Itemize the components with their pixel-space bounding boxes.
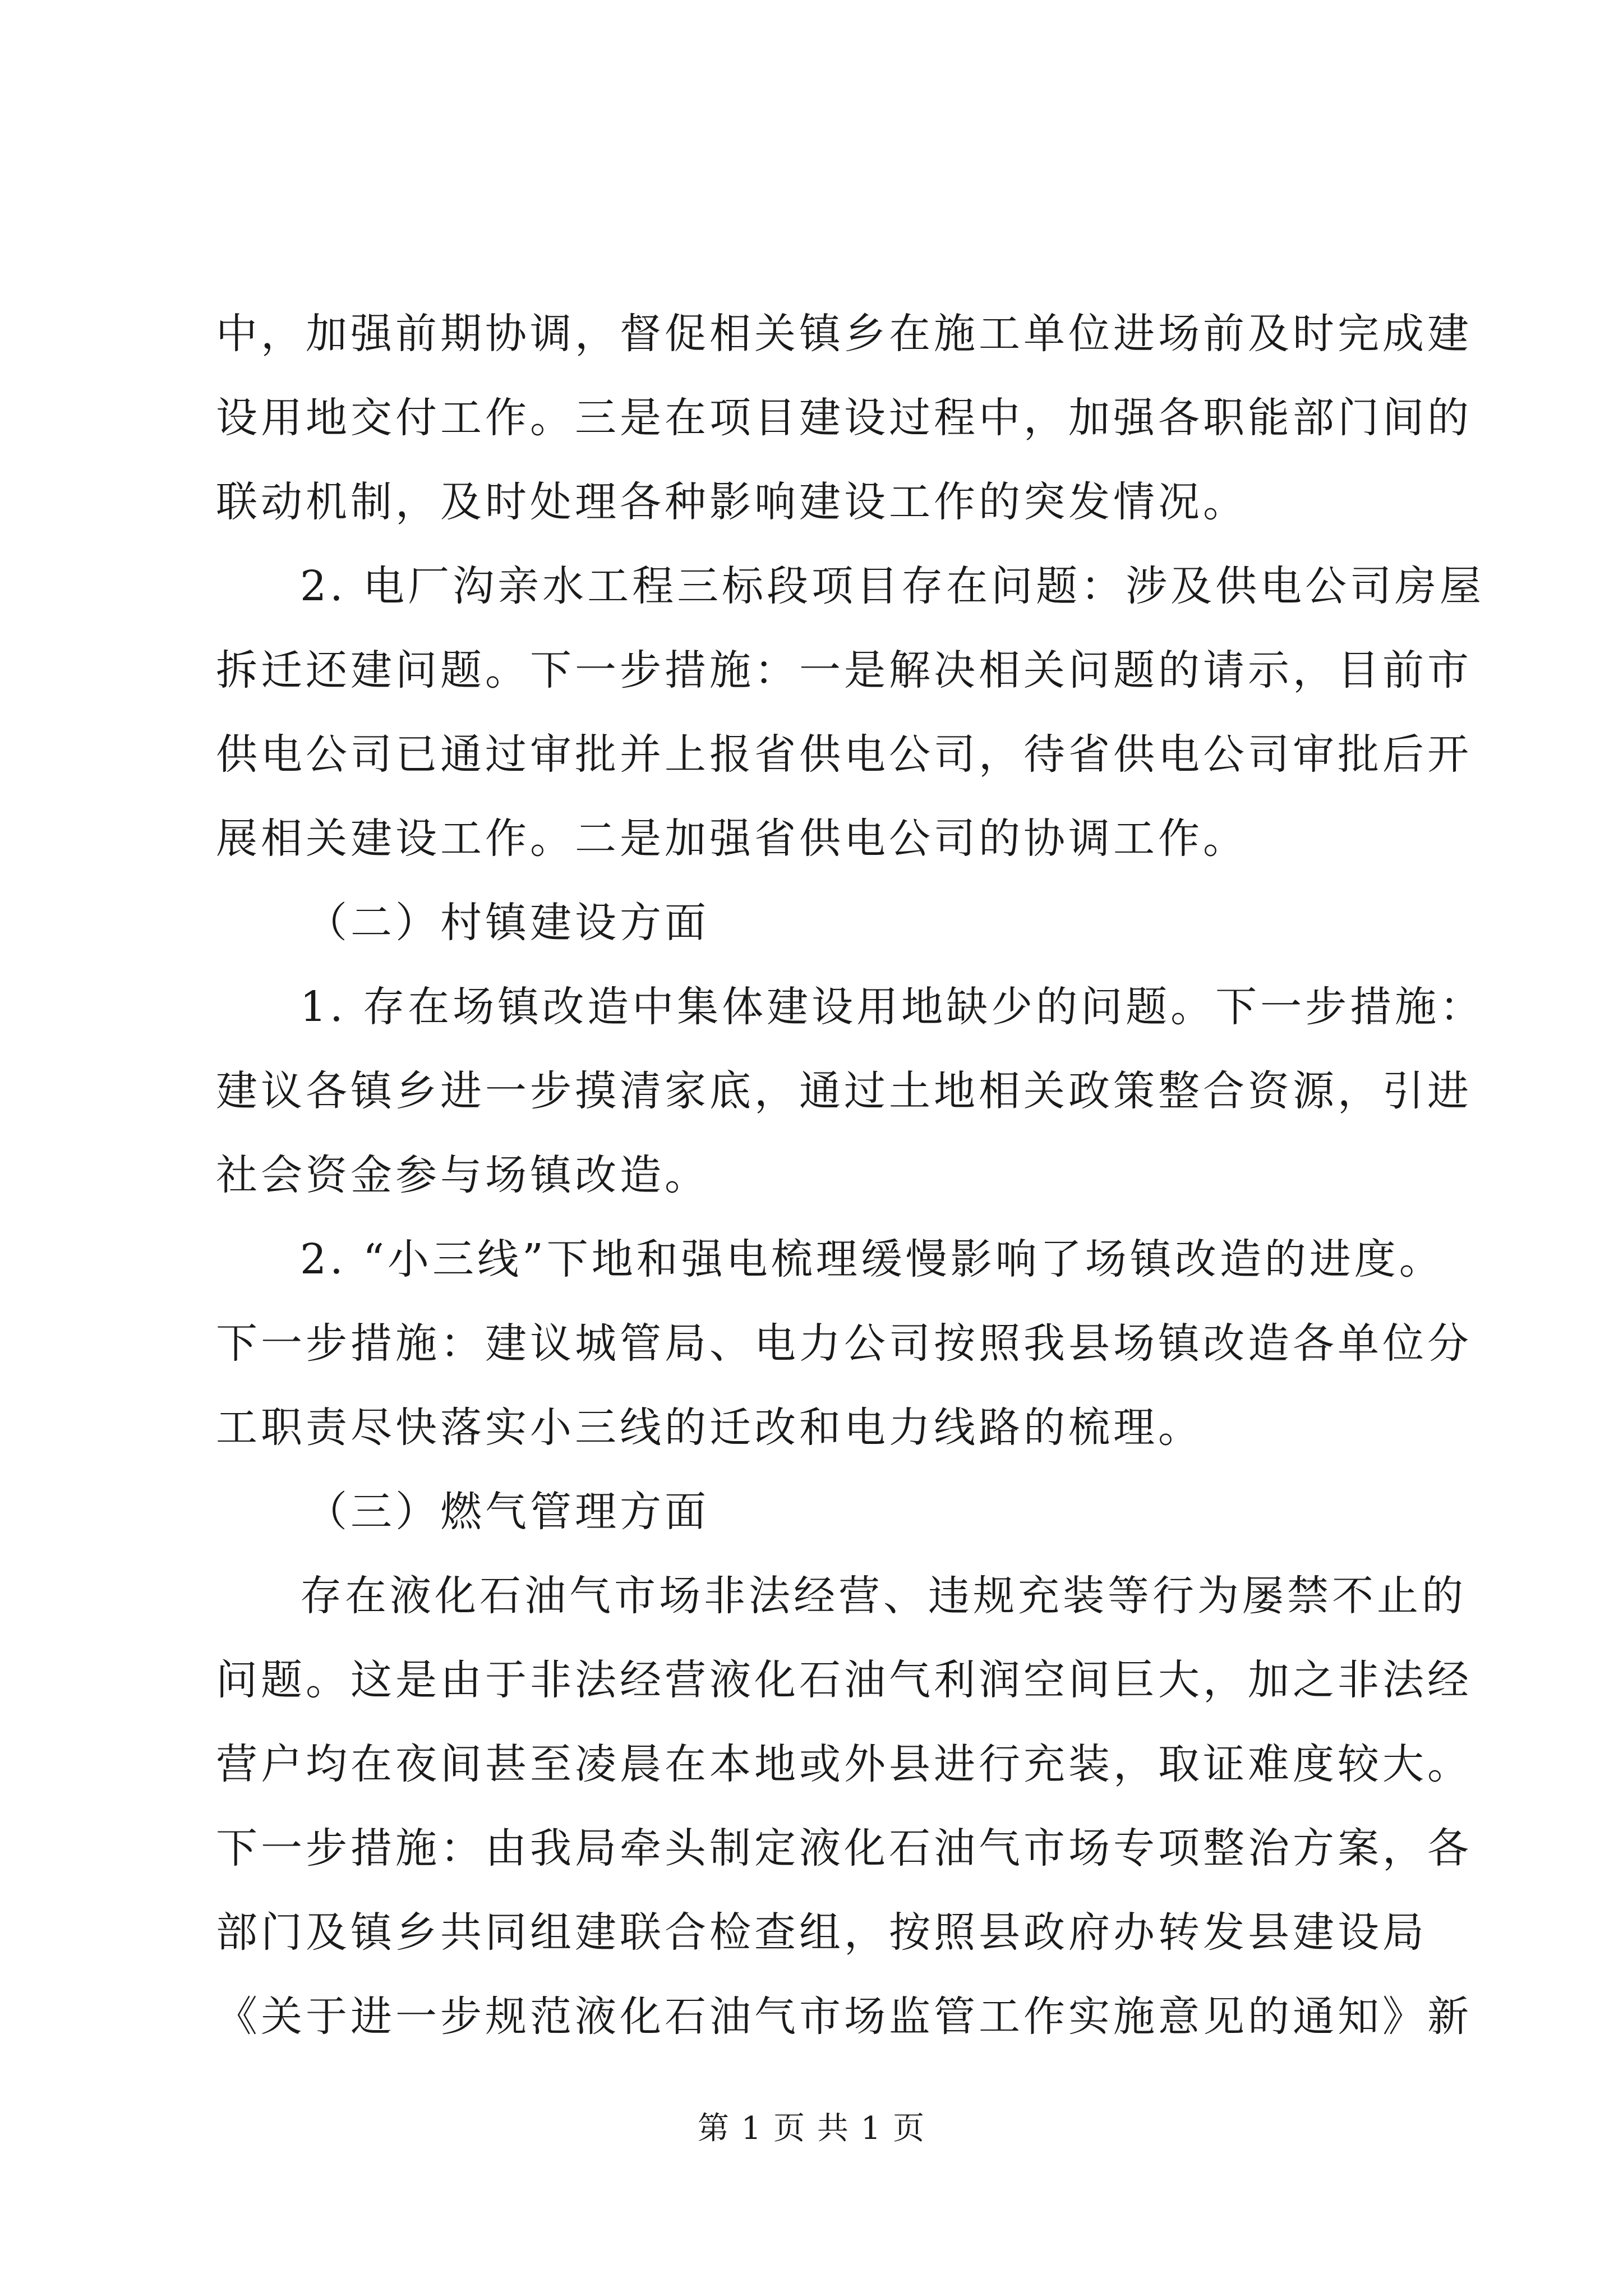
text-line: 问题。这是由于非法经营液化石油气利润空间巨大，加之非法经	[216, 1656, 1472, 1704]
text-line: 工职责尽快落实小三线的迁改和电力线路的梳理。	[216, 1404, 1203, 1452]
document-body	[216, 292, 1485, 2059]
section-heading: （三）燃气管理方面	[306, 1488, 709, 1536]
page-number-footer: 第 1 页 共 1 页	[697, 2110, 926, 2147]
paragraph-start-line: 1. 存在场镇改造中集体建设用地缺少的问题。下一步措施：	[300, 983, 1485, 1031]
text-line: 设用地交付工作。三是在项目建设过程中，加强各职能部门间的	[216, 394, 1472, 442]
paragraph-start-line: 2. “小三线”下地和强电梳理缓慢影响了场镇改造的进度。	[300, 1235, 1444, 1283]
text-line: 营户均在夜间甚至凌晨在本地或外县进行充装，取证难度较大。	[216, 1740, 1472, 1788]
text-line: 部门及镇乡共同组建联合检查组，按照县政府办转发县建设局	[216, 1908, 1427, 1957]
text-line: 联动机制，及时处理各种影响建设工作的突发情况。	[216, 478, 1248, 526]
text-line: 《关于进一步规范液化石油气市场监管工作实施意见的通知》新	[216, 1993, 1472, 2041]
text-line: 下一步措施：由我局牵头制定液化石油气市场专项整治方案，各	[216, 1824, 1472, 1872]
section-heading: （二）村镇建设方面	[306, 899, 709, 947]
text-line: 建议各镇乡进一步摸清家底，通过土地相关政策整合资源，引进	[216, 1067, 1472, 1115]
text-line: 下一步措施：建议城管局、电力公司按照我县场镇改造各单位分	[216, 1319, 1472, 1368]
paragraph-start-line: 2. 电厂沟亲水工程三标段项目存在问题：涉及供电公司房屋	[300, 562, 1485, 610]
text-line: 拆迁还建问题。下一步措施：一是解决相关问题的请示，目前市	[216, 646, 1472, 694]
text-line: 中，加强前期协调，督促相关镇乡在施工单位进场前及时完成建	[216, 310, 1472, 358]
text-line: 展相关建设工作。二是加强省供电公司的协调工作。	[216, 815, 1248, 863]
paragraph-start-line: 存在液化石油气市场非法经营、违规充装等行为屡禁不止的	[300, 1572, 1467, 1620]
text-line: 社会资金参与场镇改造。	[216, 1151, 709, 1199]
text-line: 供电公司已通过审批并上报省供电公司，待省供电公司审批后开	[216, 730, 1472, 779]
